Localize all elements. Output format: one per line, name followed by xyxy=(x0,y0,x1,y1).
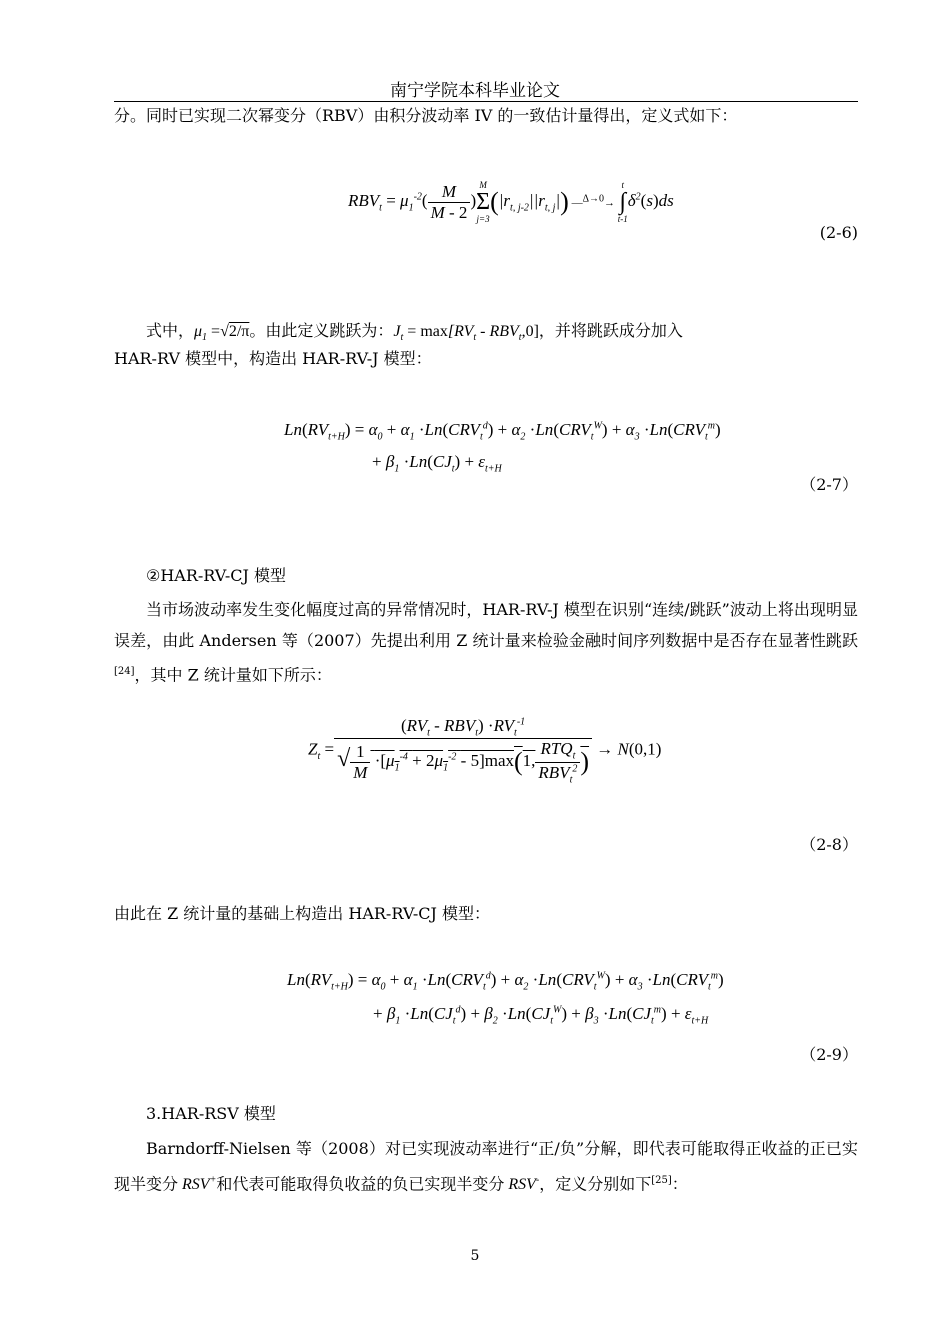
equation-number-2-9: （2-9） xyxy=(800,1045,858,1064)
page-number: 5 xyxy=(470,1248,480,1264)
inline-rsv-minus: RSV- xyxy=(504,1175,540,1194)
heading-har-rsv: 3.HAR-RSV 模型 xyxy=(146,1104,276,1123)
equation-2-7-line2: + $\beta_1 \cdot Ln(CJ_t) + \varepsilon_{t+H}$ xyxy=(372,452,502,475)
equation-2-6: $RBV_t = \mu_1^{-2}$( $\frac{M}{M - 2}$ ) M Σ j=3 $(|r_{t, j-2}||r_{t, j}|)$ —$^{\Delta\to 0}$→ t ∫ t-1 $\delta^2(s)ds$ xyxy=(348,180,674,224)
inline-jump-definition: $J_t = \max[RV_t - RBV_t,0]$ xyxy=(393,323,539,344)
paragraph-har-rv-cj-intro: 由此在 Z 统计量的基础上构造出 HAR-RV-CJ 模型： xyxy=(114,904,491,923)
equation-2-7-line1: $Ln(RV_{t+H}) = \alpha_0 + \alpha_1 \cdot Ln(CRV_t^d) + \alpha_2 \cdot Ln(CRV_t^W) + \alpha_3 \cdot Ln(CRV_t^m)$ xyxy=(284,420,721,443)
equation-2-8: $Z_t$ = $(RV_t - RBV_t) \cdot RV_t^{-1}$ √ $\frac{1}{M}$ $\cdot[\mu_1^{-4} + 2\mu_1^{-2} - 5]\max(1$, $\frac{RTQ_t}{RBV_t^2}$ ) → N(0,1) xyxy=(308,716,662,786)
heading-har-rv-cj: ②HAR-RV-CJ 模型 xyxy=(146,566,287,585)
equation-number-2-6: (2-6) xyxy=(819,223,858,242)
paragraph-rbv-intro: 分。同时已实现二次幂变分（RBV）由积分波动率 IV 的一致估计量得出，定义式如下： xyxy=(114,106,738,125)
inline-mu-definition: $\mu_1 =√2/\pi$ xyxy=(194,323,250,344)
paragraph-z-statistic-intro: 当市场波动率发生变化幅度过高的异常情况时，HAR-RV-J 模型在识别“连续/跳跃”波动上将出现明显误差，由此 Andersen 等（2007）先提出利用 Z 统计量来检验金融时间序列数据中是否存在显著性跳跃[24]，其中 Z 统计量如下所示： xyxy=(114,600,858,685)
inline-rsv-plus: RSV+ xyxy=(178,1175,217,1194)
equation-2-9-line2: + $\beta_1 \cdot Ln(CJ_t^d) + \beta_2 \cdot Ln(CJ_t^W) + \beta_3 \cdot Ln(CJ_t^m) + \varepsilon_{t+H}$ xyxy=(373,1004,709,1027)
paragraph-har-rv-j-intro: HAR-RV 模型中，构造出 HAR-RV-J 模型： xyxy=(114,349,432,368)
paragraph-rsv-intro: Barndorff-Nielsen 等（2008）对已实现波动率进行“正/负”分解，即代表可能取得正收益的正已实现半变分 RSV+和代表可能取得负收益的负已实现半变分 RSV-，定义分别如下[25]： xyxy=(114,1139,858,1194)
equation-2-9-line1: $Ln(RV_{t+H}) = \alpha_0 + \alpha_1 \cdot Ln(CRV_t^d) + \alpha_2 \cdot Ln(CRV_t^W) + \alpha_3 \cdot Ln(CRV_t^m)$ xyxy=(287,970,724,993)
citation-24: [24] xyxy=(114,666,135,677)
equation-number-2-7: （2-7） xyxy=(800,475,858,494)
citation-25: [25] xyxy=(651,1175,672,1186)
page-header: 南宁学院本科毕业论文 xyxy=(390,81,560,101)
equation-number-2-8: （2-8） xyxy=(800,835,858,854)
paragraph-jump-definition: 式中，$\mu_1 =√2/\pi$。由此定义跳跃为：$J_t = \max[RV_t - RBV_t,0]$，并将跳跃成分加入 xyxy=(146,321,683,344)
